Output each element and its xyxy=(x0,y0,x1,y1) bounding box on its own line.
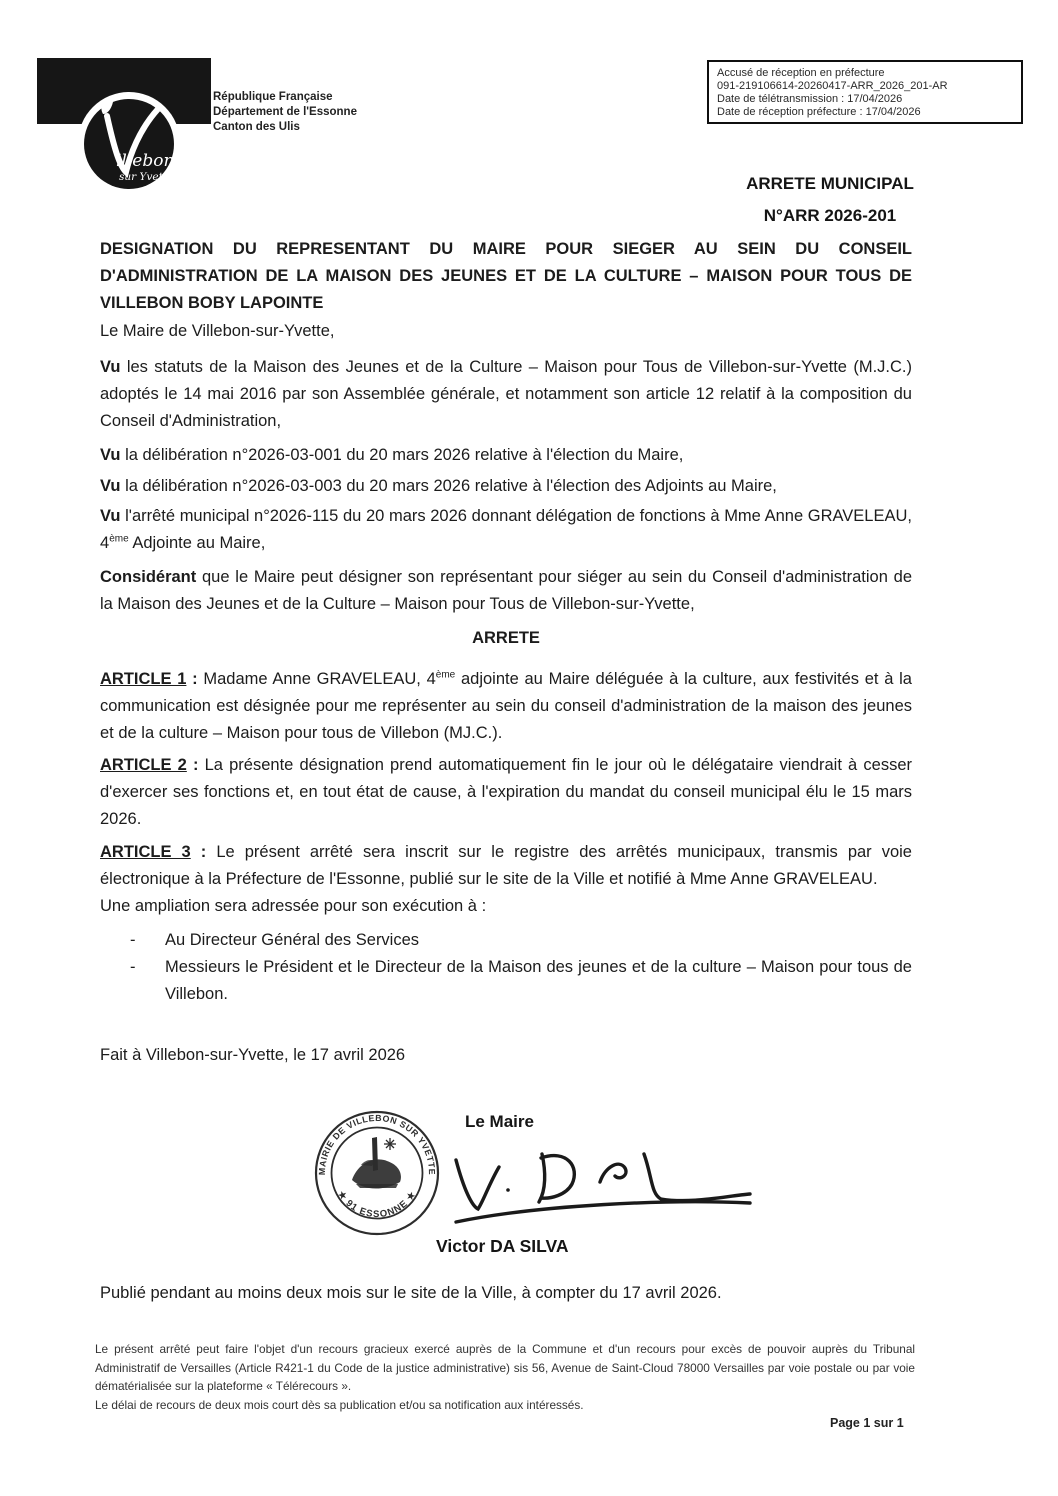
article-lead: ARTICLE 1 xyxy=(100,670,187,688)
article-separator: : xyxy=(186,670,204,688)
recital-statuts xyxy=(100,354,912,435)
article-text: Le présent arrêté sera inscrit sur le registre des arrêtés municipaux, transmis par voie électronique à la Préfecture de l'Essonne, publié sur le site de la Ville et notifié à Mme Anne GRAVELEAU. xyxy=(100,843,912,888)
recital-text: la délibération n°2026-03-003 du 20 mars 2026 relative à l'élection des Adjoints au Maire, xyxy=(120,477,777,495)
doc-type: ARRETE MUNICIPAL xyxy=(746,174,914,193)
list-item xyxy=(100,927,912,954)
region-line: Canton des Ulis xyxy=(213,121,300,133)
article-lead: ARTICLE 3 xyxy=(100,843,191,861)
seal-top-text: MAIRIE DE VILLEBON SUR YVETTE xyxy=(316,1112,438,1176)
reception-line: Date de télétransmission : 17/04/2026 xyxy=(717,92,903,105)
recital-deliberation-maire xyxy=(100,442,912,469)
article-text: Madame Anne GRAVELEAU, 4 xyxy=(203,670,436,688)
document-heading xyxy=(695,168,965,232)
recital-text: la délibération n°2026-03-001 du 20 mars 2026 relative à l'élection du Maire, xyxy=(120,446,684,464)
article-3 xyxy=(100,839,912,893)
salutation: Le Maire de Villebon-sur-Yvette, xyxy=(100,322,335,340)
recital-text: Adjointe au Maire, xyxy=(128,534,266,552)
recital-lead: Vu xyxy=(100,507,121,525)
document-body xyxy=(100,236,912,1069)
villebon-logo xyxy=(33,56,213,196)
article-text: adjointe au Maire déléguée à la culture, aux festivités et à la communication est désignée pour me représenter au sein du conseil d'administration de la maison des jeunes et de la culture – Maison pour tous de Villebon (MJ.C.). xyxy=(100,670,912,742)
recital-considerant xyxy=(100,564,912,618)
recital-arrete-delegation xyxy=(100,503,912,557)
article-separator: : xyxy=(190,843,217,861)
recourse-paragraph: Le présent arrêté peut faire l'objet d'un recours gracieux exercé auprès de la Commune et d'un recours pour excès de pouvoir auprès du Tribunal Administratif de Versailles (Article R421-1 du Code de la justice administrative) sis 56, Avenue de Saint-Cloud 78000 Versailles par voie postale ou par voie dématérialisée sur la plateforme « Télérecours ». xyxy=(95,1342,915,1393)
region-line: Département de l'Essonne xyxy=(213,106,357,118)
recital-lead: Considérant xyxy=(100,568,197,586)
list-dash: - xyxy=(130,958,136,976)
legal-footer xyxy=(95,1340,915,1414)
publication-note: Publié pendant au moins deux mois sur le site de la Ville, à compter du 17 avril 2026. xyxy=(100,1284,722,1302)
article-separator: : xyxy=(186,756,205,774)
doc-number: N°ARR 2026-201 xyxy=(763,206,897,225)
logo-script-sub: sur Yvette xyxy=(119,171,174,183)
recital-lead: Vu xyxy=(100,477,121,495)
ordinal-superscript: ème xyxy=(435,669,456,681)
recital-deliberation-adjoints xyxy=(100,473,912,500)
reception-line: Accusé de réception en préfecture xyxy=(717,67,885,79)
article-2 xyxy=(100,752,912,833)
logo-script-main: illebon xyxy=(116,151,175,171)
signatory-name: Victor DA SILVA xyxy=(436,1236,569,1256)
reception-line: 091-219106614-20260417-ARR_2026_201-AR xyxy=(717,79,948,92)
prefecture-reception-stamp xyxy=(707,60,1023,124)
seal-bottom-text: ★ 91 ESSONNE ★ xyxy=(335,1188,419,1221)
list-item-text: Messieurs le Président et le Directeur de la Maison des jeunes et de la culture – Maison pour tous de Villebon. xyxy=(165,958,912,1003)
seal-crest xyxy=(352,1137,401,1189)
list-item xyxy=(100,954,912,1008)
page-number: Page 1 sur 1 xyxy=(830,1416,904,1430)
signature-handwriting xyxy=(448,1142,758,1237)
municipal-seal xyxy=(312,1108,442,1238)
list-item-text: Au Directeur Général des Services xyxy=(165,931,420,949)
recital-lead: Vu xyxy=(100,446,121,464)
article-lead: ARTICLE 2 xyxy=(100,756,187,774)
region-line: République Française xyxy=(213,91,333,103)
delay-paragraph: Le délai de recours de deux mois court dès sa publication et/ou sa notification aux intéressés. xyxy=(95,1397,584,1412)
ordinal-superscript: ème xyxy=(109,533,129,545)
reception-line: Date de réception préfecture : 17/04/2026 xyxy=(717,105,921,118)
recital-text: les statuts de la Maison des Jeunes et de la Culture – Maison pour Tous de Villebon-sur-Yvette (M.J.C.) adoptés le 14 mai 2016 par son Assemblée générale, et notamment son article 12 relatif à la composition du Conseil d'Administration, xyxy=(100,358,912,430)
region-lines xyxy=(213,90,357,135)
recital-text: l'arrêté municipal n°2026-115 du 20 mars 2026 donnant délégation de fonctions à Mme Anne GRAVELEAU, 4 xyxy=(100,507,912,552)
ampliation-intro: Une ampliation sera adressée pour son exécution à : xyxy=(100,897,487,915)
article-text: La présente désignation prend automatiquement fin le jour où le délégataire viendrait à cesser d'exercer ses fonctions et, en tout état de cause, à l'expiration du mandat du conseil municipal élu le 15 mars 2026. xyxy=(100,756,912,828)
ampliation-list xyxy=(100,927,912,1008)
recital-text: que le Maire peut désigner son représentant pour siéger au sein du Conseil d'administration de la Maison des Jeunes et de la Culture – Maison pour Tous de Villebon-sur-Yvette, xyxy=(100,568,912,613)
article-1 xyxy=(100,666,912,747)
place-date: Fait à Villebon-sur-Yvette, le 17 avril 2026 xyxy=(100,1046,406,1064)
arrete-heading: ARRETE xyxy=(472,629,540,647)
svg-text:★ 91 ESSONNE ★ xyxy=(335,1189,419,1220)
list-dash: - xyxy=(130,931,136,949)
document-title: DESIGNATION DU REPRESENTANT DU MAIRE POUR SIEGER AU SEIN DU CONSEIL D'ADMINISTRATION DE LA MAISON DES JEUNES ET DE LA CULTURE – MAISON POUR TOUS DE VILLEBON BOBY LAPOINTE xyxy=(100,240,912,312)
recital-lead: Vu xyxy=(100,358,121,376)
signatory-role: Le Maire xyxy=(465,1112,534,1131)
